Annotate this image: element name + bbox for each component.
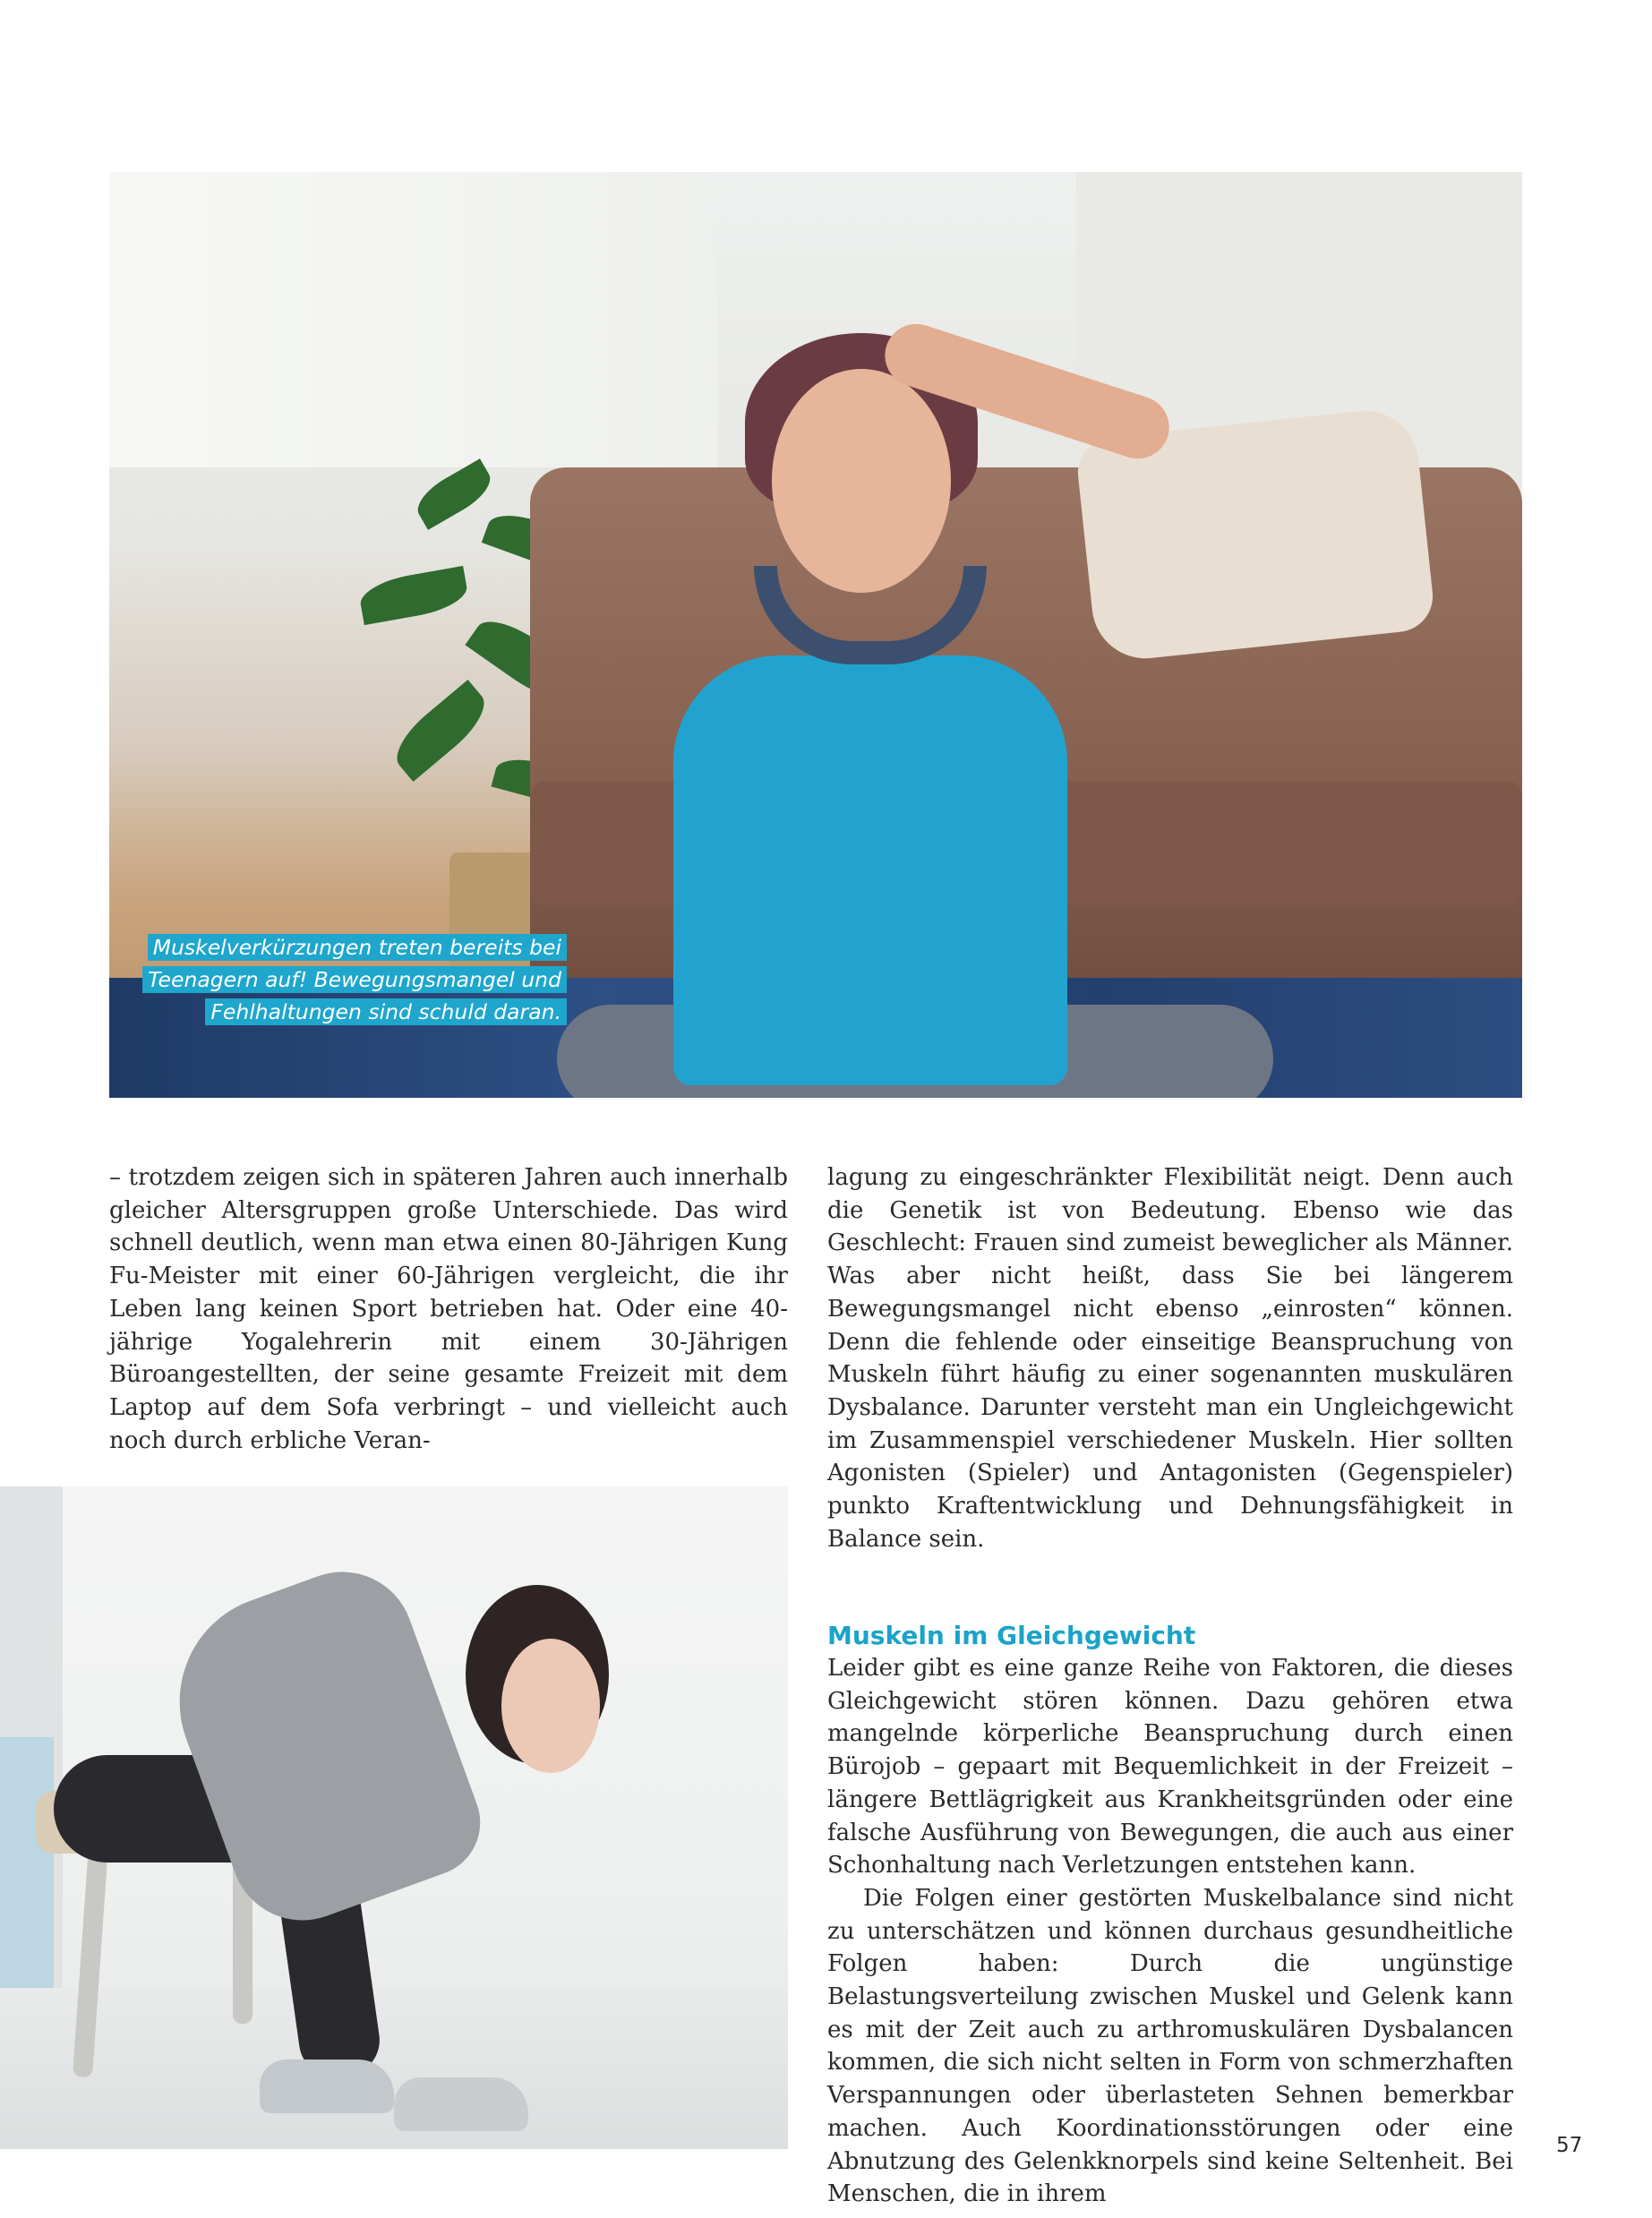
photo-floor bbox=[0, 1988, 788, 2149]
section-paragraph-2: Die Folgen einer gestörten Muskelbalance sind nicht zu unterschätzen und können durchaus gesundheitliche Folgen haben: Durch die ungünstige Belastungsverteilung zwischen Muskel und Gelenk kann es mit der Zeit auch zu arthromuskulären Dysbalancen kommen, die sich nicht selten in Form von schmerzhaften Verspannungen oder überlasteten Sehnen bemerkbar machen. Auch Koordinationsstörungen oder eine Abnutzung des Gelenkknorpels sind keine Seltenheit. Bei Menschen, die in ihrem bbox=[827, 1884, 1513, 2208]
photo-woman-tying-shoe bbox=[0, 1486, 788, 2149]
photo-face bbox=[501, 1639, 600, 1773]
caption-line-3: Fehlhaltungen sind schuld daran. bbox=[205, 998, 567, 1025]
article-section bbox=[827, 1620, 1513, 2211]
photo-shoe bbox=[260, 2060, 394, 2113]
paragraph-right-intro: lagung zu eingeschränkter Flexibilität neigt. Denn auch die Genetik ist von Bedeutung. Ebenso wie das Geschlecht: Frauen sind zumeist beweglicher als Männer. Was aber nicht heißt, dass Sie bei längerem Bewegungsmangel nicht ebenso „einrosten“ können. Denn die fehlende oder einseitige Beanspruchung von Muskeln führt häufig zu einer sogenannten muskulären Dysbalance. Darunter versteht man ein Ungleichgewicht im Zusammenspiel verschiedener Muskeln. Hier sollten Agonisten (Spieler) und Antagonisten (Gegenspieler) punkto Kraftentwicklung und Dehnungsfähigkeit in Balance sein. bbox=[827, 1164, 1513, 1553]
photo-blue-panel bbox=[0, 1737, 54, 2024]
paragraph-left: – trotzdem zeigen sich in späteren Jahren auch innerhalb gleicher Altersgruppen große Unterschiede. Das wird schnell deutlich, wenn man etwa einen 80-Jährigen Kung Fu-Meister mit einer 60-Jährigen vergleicht, die ihr Leben lang keinen Sport betrieben hat. Oder eine 40-jährige Yogalehrerin mit einem 30-Jährigen Büroangestellten, der seine gesamte Freizeit mit dem Laptop auf dem Sofa verbringt – und vielleicht auch noch durch erbliche Veran- bbox=[109, 1164, 788, 1454]
section-paragraph-1: Leider gibt es eine ganze Reihe von Faktoren, die dieses Gleichgewicht stören können. Dazu gehören etwa mangelnde körperliche Beanspruchung durch einen Bürojob – gepaart mit Bequemlichkeit in der Freizeit – längere Bettlägrigkeit aus Krankheitsgründen oder eine falsche Ausführung von Bewegungen, die auch aus einer Schonhaltung nach Verletzungen entstehen kann. bbox=[827, 1655, 1513, 1880]
section-heading: Muskeln im Gleichgewicht bbox=[827, 1621, 1196, 1650]
page-number: 57 bbox=[1556, 2134, 1583, 2157]
article-left-column bbox=[109, 1161, 788, 1457]
article-right-column-intro bbox=[827, 1161, 1513, 1555]
photo-shoe bbox=[394, 2077, 528, 2131]
photo-jacket bbox=[150, 1552, 495, 1940]
caption-line-1: Muskelverkürzungen treten bereits bei bbox=[148, 934, 567, 961]
caption-line-2: Teenagern auf! Bewegungsmangel und bbox=[142, 966, 567, 993]
photo-person bbox=[611, 235, 1184, 1098]
photo-caption bbox=[133, 931, 567, 1028]
